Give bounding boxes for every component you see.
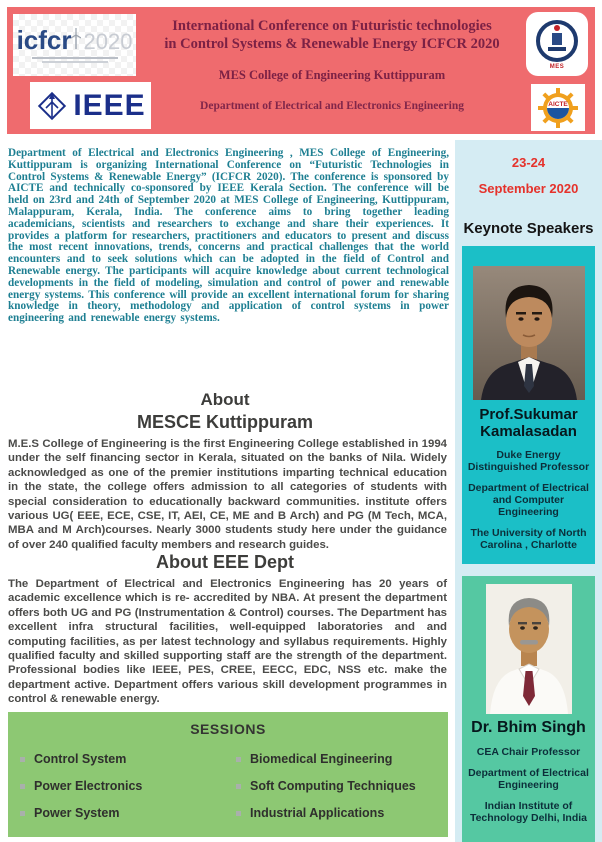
aicte-logo: [531, 84, 585, 131]
session-item: [12, 752, 228, 766]
keynote-speakers-heading: Keynote Speakers: [463, 220, 594, 237]
speaker-name: Prof.Sukumar Kamalasadan: [479, 406, 578, 440]
ieee-wordmark: IEEE: [73, 88, 146, 122]
bullet-square-icon: [20, 811, 25, 816]
college-name: MES College of Engineering Kuttippuram: [218, 68, 446, 83]
icfcr-logo: [13, 14, 136, 76]
session-label: Power Electronics: [34, 779, 143, 793]
speaker-organization: The University of North Carolina , Charlotte: [470, 527, 587, 551]
speaker-card-sukumar: [462, 246, 595, 564]
aicte-gear-icon: [537, 87, 579, 129]
conference-title-line1: International Conference on Futuristic technologies: [172, 18, 492, 34]
speaker-department: Department of Electrical and Computer Engineering: [468, 482, 589, 518]
speaker-title: Duke Energy Distinguished Professor: [467, 449, 590, 473]
about-eee-body: The Department of Electrical and Electronics Engineering has 20 years of academic excellence which is re- accredited by NBA. At present the department offers both UG and PG (Instrumentation & Control) courses. The Department has excellent infra structural facilities, well-equipped laboratories and and computing facilities, as per latest technology and syllabus requirements. Highly qualified faculty and skilled supporting staff are the strength of the department. Professional bodies like IEEE, PES, CREE, EECC, EDC, NSS etc. make the department active. Department offers various skill development programmes in control & renewable energy.: [8, 578, 447, 706]
sessions-title: SESSIONS: [190, 721, 266, 737]
speaker-department: Department of Electrical Engineering: [468, 767, 589, 791]
about-eee-heading: [0, 551, 450, 574]
session-item: [12, 806, 228, 820]
bullet-square-icon: [236, 784, 241, 789]
department-name: Department of Electrical and Electronics Engineering: [200, 100, 464, 113]
mes-college-logo: [526, 12, 588, 76]
mes-seal-icon: [535, 19, 579, 63]
conference-month-year: September 2020: [478, 181, 579, 196]
about-heading-line1: About: [200, 390, 250, 409]
header-titles: [143, 17, 521, 112]
session-label: Biomedical Engineering: [250, 752, 393, 766]
bullet-square-icon: [236, 811, 241, 816]
icfcr-tagline-bar2: [42, 61, 108, 63]
speaker-name: Dr. Bhim Singh: [471, 719, 586, 736]
ieee-logo: [30, 82, 151, 129]
speaker-title: CEA Chair Professor: [476, 746, 581, 758]
mes-seal-label: MES: [549, 63, 565, 70]
session-label: Soft Computing Techniques: [250, 779, 416, 793]
about-mesce-body: M.E.S College of Engineering is the first Engineering College established in 1994 under the self financing sector in Kerala, situated on the banks of Nila. Widely acknowledged as one of the premier institutions imparting technical education in the state, the college offers admission to all categories of students with special consideration to educationally backward communities. institute offers various UG( EEE, ECE, CSE, IT, AEI, CE, ME and B Arch) and PG (M Tech, MCA, MBA and M Arch)courses. Nearly 3000 students study here under the guidance of over 240 qualified faculty members and research guides.: [8, 438, 447, 551]
about-eee-heading-text: About EEE Dept: [156, 552, 294, 572]
bullet-square-icon: [20, 784, 25, 789]
keynote-sidebar: [455, 140, 602, 842]
icfcr-logo-text: [17, 27, 133, 53]
ieee-diamond-icon: [35, 89, 69, 123]
session-item: [228, 806, 444, 820]
aicte-label: AICTE: [548, 100, 568, 108]
bullet-square-icon: [236, 757, 241, 762]
speaker-photo-sukumar: [473, 266, 585, 400]
about-heading-line2: MESCE Kuttippuram: [136, 412, 313, 433]
speaker-photo-bhim-singh: [486, 584, 572, 714]
about-mesce-heading: [0, 389, 450, 434]
session-item: [228, 752, 444, 766]
sessions-panel: [8, 712, 448, 837]
bullet-square-icon: [20, 757, 25, 762]
speaker-organization: Indian Institute of Technology Delhi, India: [469, 800, 588, 824]
icfcr-year: 2020: [83, 29, 133, 54]
conference-title-line2: in Control Systems & Renewable Energy ICFCR 2020: [164, 36, 500, 53]
session-item: [12, 779, 228, 793]
speaker-card-bhim-singh: [462, 576, 595, 842]
session-item: [228, 779, 444, 793]
wind-turbine-icon: [71, 27, 81, 49]
conference-dates: 23-24: [511, 155, 546, 170]
session-label: Industrial Applications: [250, 806, 385, 820]
session-label: Power System: [34, 806, 120, 820]
session-label: Control System: [34, 752, 127, 766]
icfcr-tagline-bar: [32, 57, 118, 59]
conference-intro-paragraph: Department of Electrical and Electronics Engineering , MES College of Engineering, Kuttippuram is organizing International Conference on “Futuristic Technologies in Control Systems & Renewable Energy” (ICFCR 2020). The conference is sponsored by AICTE and technically co-sponsored by IEEE Kerala Section. The conference will be held on 23rd and 24th of September 2020 at MES College of Engineering, Kuttippuram, Malappuram, Kerala, India. The conference aims to bring together leading academicians, scientists and researchers to exchange and share their experiences. It provides a platform for researchers, practitioners and educators to present and discuss the most recent innovations, trends, concerns and practical challenges that the world encounters and to seek solutions which can be adopted in the field of Control and Renewable energy. The participants will acquire knowledge about current technological developments in the field of modeling, simulation and control of power and renewable energy systems. This conference will provide an excellent international forum for sharing knowledge in theory, methodology and application of control systems in power engineering and renewable energy systems.: [8, 147, 449, 325]
sessions-list: [12, 752, 444, 820]
icfcr-wordmark: icfcr: [16, 25, 72, 55]
header-band: [7, 7, 595, 134]
